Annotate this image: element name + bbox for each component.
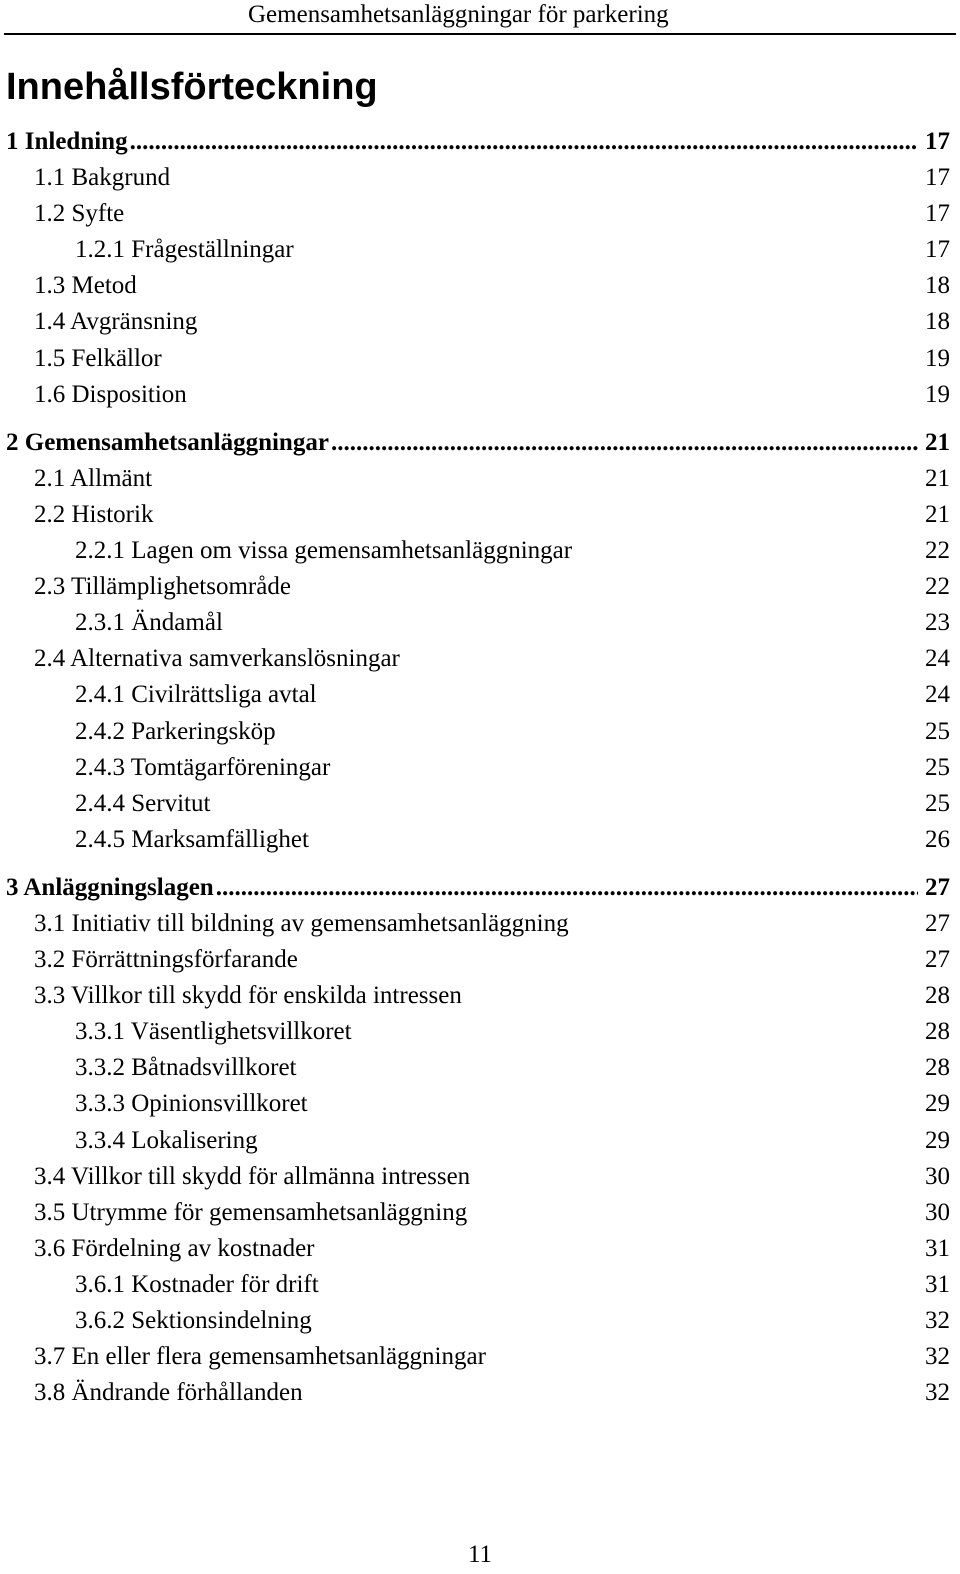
toc-entry[interactable]	[6, 232, 950, 268]
dot-leader	[216, 870, 918, 906]
toc-entry[interactable]	[6, 1014, 950, 1050]
page-number: 11	[467, 1541, 493, 1568]
toc-entry[interactable]	[6, 124, 950, 160]
toc-entry[interactable]	[6, 1123, 950, 1159]
toc-entry[interactable]	[6, 425, 950, 461]
toc-entry-page: 26	[925, 825, 950, 853]
toc-entry-page: 30	[925, 1162, 950, 1190]
toc-entry-title: 2.1 Allmänt	[34, 464, 153, 492]
toc-entry[interactable]	[6, 641, 950, 677]
toc-entry[interactable]	[6, 677, 950, 713]
toc-entry-page: 32	[925, 1379, 950, 1407]
toc-entry[interactable]	[6, 786, 950, 822]
toc-entry[interactable]	[6, 1159, 950, 1195]
toc-entry[interactable]	[6, 1267, 950, 1303]
toc-entry[interactable]	[6, 1339, 950, 1375]
toc-entry[interactable]	[6, 906, 950, 942]
toc-entry-title: 2.4.1 Civilrättsliga avtal	[75, 681, 317, 709]
toc-entry-title: 3.5 Utrymme för gemensamhetsanläggning	[34, 1198, 468, 1226]
toc-entry-page: 31	[925, 1234, 950, 1262]
toc-entry-page: 27	[925, 873, 950, 901]
toc-entry-page: 24	[925, 681, 950, 709]
toc-entry-page: 17	[925, 200, 950, 228]
toc-entry-title: 2.4.2 Parkeringsköp	[75, 717, 276, 745]
toc-entry-page: 21	[925, 464, 950, 492]
toc-entry-page: 25	[925, 789, 950, 817]
toc-entry-page: 32	[925, 1307, 950, 1334]
toc-entry-page: 29	[925, 1126, 950, 1154]
toc-entry-title: 3 Anläggningslagen	[6, 873, 214, 901]
toc-entry-title: 2.4.4 Servitut	[75, 789, 211, 817]
toc-entry-page: 30	[925, 1198, 950, 1226]
toc-entry-page: 27	[925, 909, 950, 937]
toc-entry-title: 2.2 Historik	[34, 500, 154, 528]
toc-entry-title: 3.7 En eller flera gemensamhetsanläggningar	[34, 1343, 486, 1371]
running-header: Gemensamhetsanläggningar för parkering	[248, 1, 669, 28]
toc-entry-page: 19	[925, 380, 950, 408]
toc-entry-page: 29	[925, 1090, 950, 1118]
toc-entry-title: 3.3.1 Väsentlighetsvillkoret	[75, 1018, 352, 1046]
toc-entry-page: 27	[925, 946, 950, 974]
toc-entry-page: 32	[925, 1343, 950, 1371]
toc-entry-title: 3.6.1 Kostnader för drift	[75, 1270, 319, 1298]
toc-entry-page: 25	[925, 717, 950, 745]
toc-entry-title: 3.3.2 Båtnadsvillkoret	[75, 1054, 297, 1082]
toc-entry-title: 1.5 Felkällor	[34, 344, 162, 372]
toc-entry[interactable]	[6, 1050, 950, 1086]
toc-entry-title: 2.3.1 Ändamål	[75, 609, 223, 637]
toc-entry[interactable]	[6, 1303, 950, 1339]
toc-entry-page: 18	[925, 308, 950, 336]
toc-entry-title: 3.6 Fördelning av kostnader	[34, 1234, 315, 1262]
toc-entry[interactable]	[6, 870, 950, 906]
toc-entry-title: 1.2 Syfte	[34, 200, 125, 228]
toc-entry-title: 3.2 Förrättningsförfarande	[34, 946, 298, 974]
toc-entry[interactable]	[6, 377, 950, 413]
toc-entry-title: 2 Gemensamhetsanläggningar	[6, 428, 329, 456]
toc-entry-title: 3.1 Initiativ till bildning av gemensamhetsanläggning	[34, 909, 569, 937]
toc-entry[interactable]	[6, 569, 950, 605]
toc-entry-page: 17	[925, 164, 950, 192]
toc-entry[interactable]	[6, 1375, 950, 1411]
toc-title: Innehållsförteckning	[6, 66, 378, 108]
toc-entry-page: 21	[925, 500, 950, 528]
toc-entry-page: 23	[925, 609, 950, 637]
table-of-contents	[6, 124, 950, 1411]
toc-entry-title: 2.3 Tillämplighetsområde	[34, 573, 291, 601]
toc-entry[interactable]	[6, 714, 950, 750]
toc-entry-page: 24	[925, 645, 950, 673]
toc-entry-title: 3.3 Villkor till skydd för enskilda intressen	[34, 982, 462, 1010]
toc-entry[interactable]	[6, 497, 950, 533]
toc-entry-page: 28	[925, 1054, 950, 1082]
dot-leader	[130, 124, 918, 160]
toc-entry-page: 22	[925, 537, 950, 565]
toc-entry-page: 22	[925, 573, 950, 601]
toc-entry-title: 2.4 Alternativa samverkanslösningar	[34, 645, 400, 673]
toc-entry-title: 3.3.4 Lokalisering	[75, 1126, 258, 1154]
toc-entry[interactable]	[6, 461, 950, 497]
toc-entry[interactable]	[6, 196, 950, 232]
toc-entry[interactable]	[6, 605, 950, 641]
toc-entry-title: 2.2.1 Lagen om vissa gemensamhetsanläggningar	[75, 537, 573, 565]
toc-entry-page: 25	[925, 753, 950, 781]
toc-entry[interactable]	[6, 304, 950, 340]
toc-entry-page: 28	[925, 1018, 950, 1046]
toc-entry[interactable]	[6, 942, 950, 978]
toc-entry-title: 2.4.3 Tomtägarföreningar	[75, 753, 331, 781]
toc-entry-page: 18	[925, 272, 950, 300]
toc-entry-title: 1.4 Avgränsning	[34, 308, 198, 336]
header-rule	[4, 33, 956, 35]
toc-entry-page: 17	[925, 236, 950, 264]
toc-entry[interactable]	[6, 1195, 950, 1231]
toc-entry-title: 1 Inledning	[6, 128, 128, 155]
toc-entry-title: 1.6 Disposition	[34, 380, 187, 408]
toc-entry-title: 3.8 Ändrande förhållanden	[34, 1379, 303, 1407]
toc-entry-page: 28	[925, 982, 950, 1010]
toc-entry[interactable]	[6, 1086, 950, 1122]
toc-entry[interactable]	[6, 268, 950, 304]
toc-entry-page: 31	[925, 1270, 950, 1298]
toc-entry-page: 21	[925, 428, 950, 456]
toc-entry-title: 1.3 Metod	[34, 272, 137, 300]
toc-entry[interactable]	[6, 750, 950, 786]
toc-entry[interactable]	[6, 822, 950, 858]
toc-entry[interactable]	[6, 341, 950, 377]
toc-entry-title: 2.4.5 Marksamfällighet	[75, 825, 309, 853]
toc-entry[interactable]	[6, 533, 950, 569]
toc-entry-title: 1.2.1 Frågeställningar	[75, 236, 294, 264]
toc-entry[interactable]	[6, 1231, 950, 1267]
toc-entry[interactable]	[6, 160, 950, 196]
toc-entry-page: 19	[925, 344, 950, 372]
toc-entry-title: 3.4 Villkor till skydd för allmänna intressen	[34, 1162, 471, 1190]
toc-entry-title: 1.1 Bakgrund	[34, 164, 171, 192]
toc-entry-title: 3.3.3 Opinionsvillkoret	[75, 1090, 308, 1118]
toc-entry-title: 3.6.2 Sektionsindelning	[75, 1307, 312, 1334]
dot-leader	[331, 425, 918, 461]
toc-entry[interactable]	[6, 978, 950, 1014]
toc-entry-page: 17	[925, 128, 950, 155]
